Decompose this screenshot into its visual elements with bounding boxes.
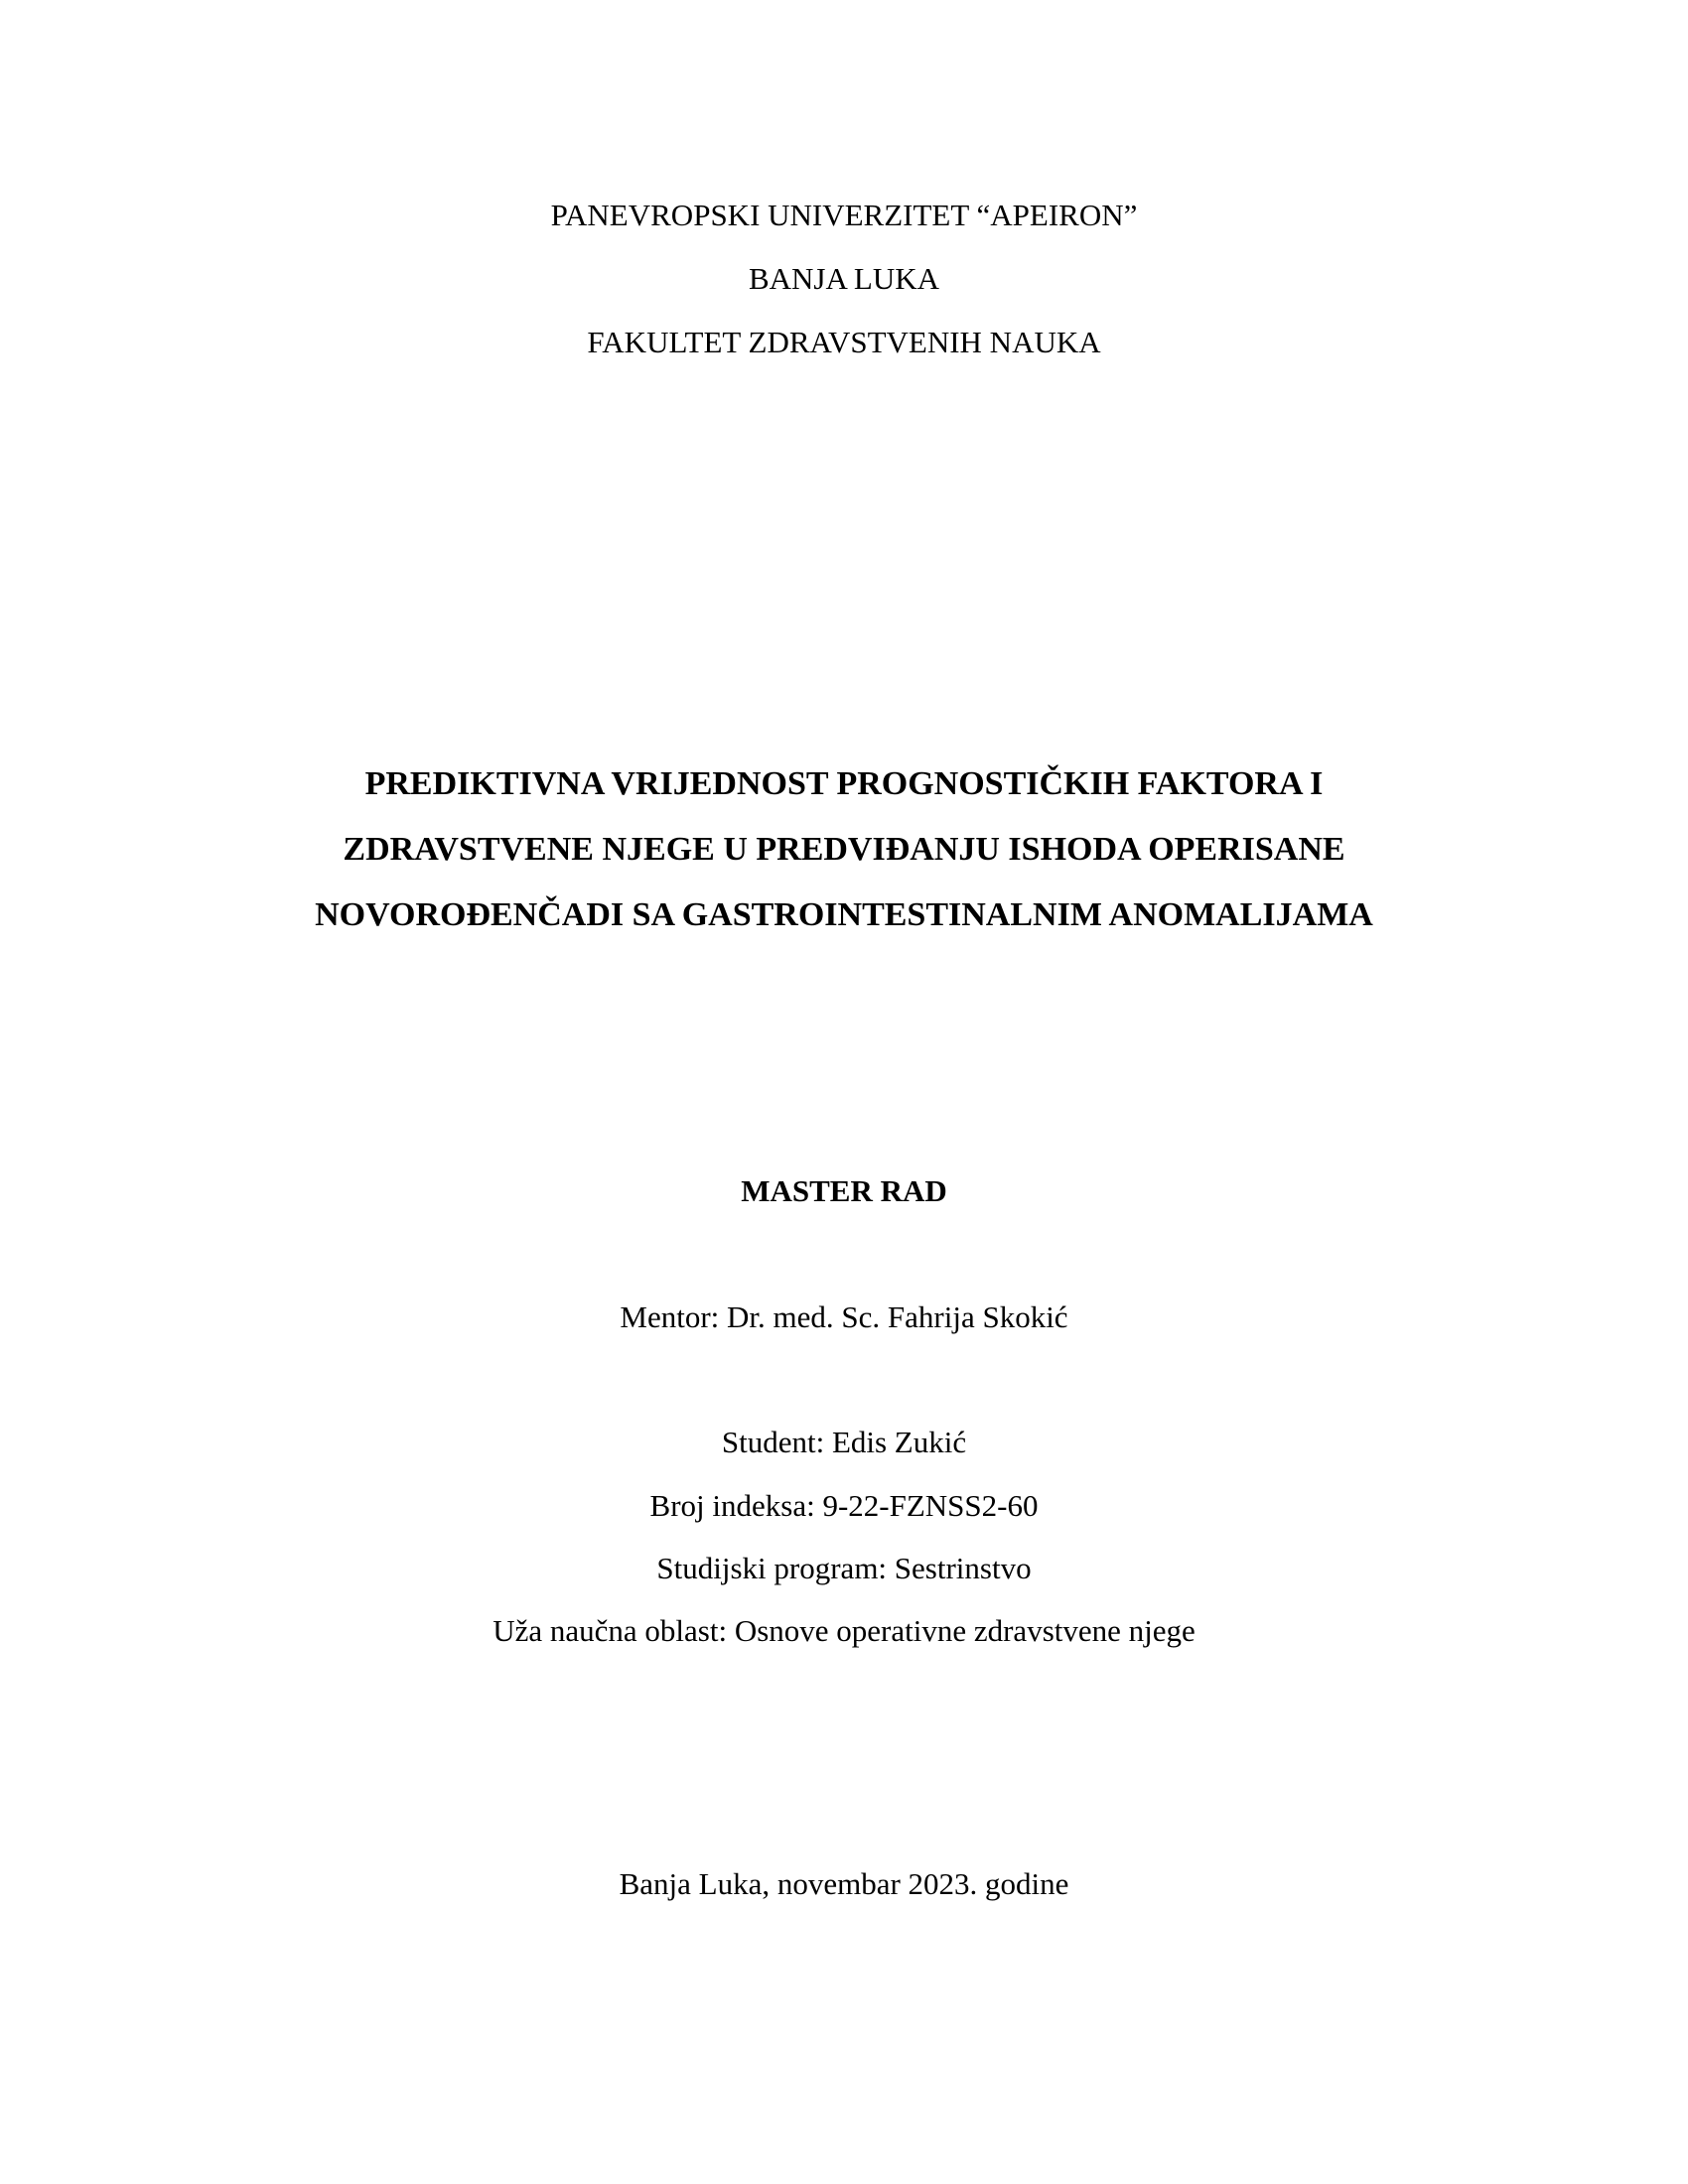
place-date: Banja Luka, novembar 2023. godine (619, 1866, 1069, 1901)
university-name: PANEVROPSKI UNIVERZITET “APEIRON” (550, 198, 1138, 232)
thesis-type: MASTER RAD (741, 1173, 947, 1208)
study-program: Studijski program: Sestrinstvo (656, 1551, 1032, 1585)
city-name: BANJA LUKA (748, 261, 940, 296)
student-index: Broj indeksa: 9-22-FZNSS2-60 (649, 1488, 1039, 1523)
thesis-title-line-2: ZDRAVSTVENE NJEGE U PREDVIĐANJU ISHODA OPERISANE (343, 831, 1345, 868)
student-name: Student: Edis Zukić (721, 1425, 967, 1459)
thesis-title-line-3: NOVOROĐENČADI SA GASTROINTESTINALNIM ANOMALIJAMA (315, 896, 1373, 933)
faculty-name: FAKULTET ZDRAVSTVENIH NAUKA (587, 325, 1101, 359)
thesis-title-line-1: PREDIKTIVNA VRIJEDNOST PROGNOSTIČKIH FAKTORA I (364, 765, 1324, 802)
mentor: Mentor: Dr. med. Sc. Fahrija Skokić (620, 1299, 1068, 1334)
scientific-field: Uža naučna oblast: Osnove operativne zdravstvene njege (492, 1613, 1196, 1648)
